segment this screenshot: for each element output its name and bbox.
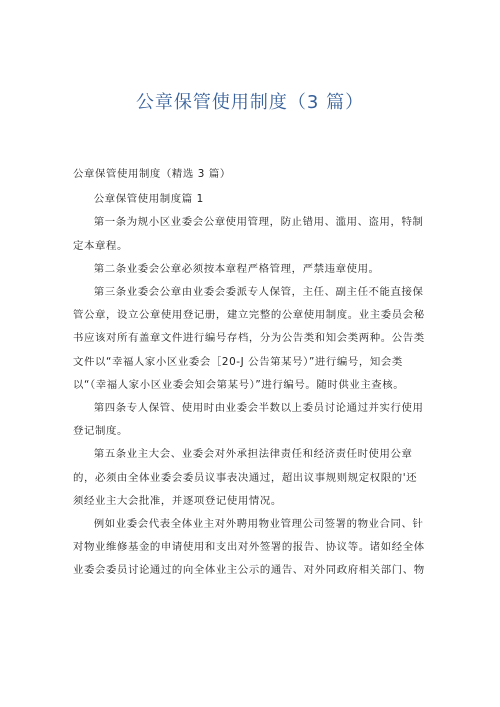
paragraph-article-1: 第一条为规小区业委会公章使用管理，防止错用、滥用、盗用，特制定本章程。 bbox=[73, 216, 424, 252]
paragraph-example: 例如业委会代表全体业主对外聘用物业管理公司签署的物业合同、针对物业维修基金的申请使用和支出对外签署的报告、协议等。诸如经全体业委会委员讨论通过的向全体业主公示的通告、对外同政府相关部门、物 bbox=[73, 518, 425, 577]
document-title: 公章保管使用制度（3 篇） bbox=[135, 92, 365, 113]
document-body bbox=[73, 163, 427, 583]
paragraph-article-2: 第二条业委会公章必须按本章程严格管理，严禁违章使用。 bbox=[93, 262, 380, 275]
paragraph-article-4: 第四条专人保管、使用时由业委会半数以上委员讨论通过并实行使用登记制度。 bbox=[73, 402, 424, 438]
paragraph-article-5: 第五条业主大会、业委会对外承担法律责任和经济责任时使用公章的，必须由全体业委会委员议事表决通过，超出议事规则规定权限的'还须经业主大会批准，并逐项登记使用情况。 bbox=[73, 448, 418, 507]
paragraph-subtitle: 公章保管使用制度（精选 3 篇） bbox=[73, 168, 231, 180]
paragraph-section-heading: 公章保管使用制度篇 1 bbox=[93, 193, 204, 206]
paragraph-article-3: 第三条业委会公章由业委会委派专人保管，主任、副主任不能直接保管公章，设立公章使用登记册，建立完整的公章使用制度。业主委员会秘书应该对所有盖章文件进行编号存档，分为公告类和知会类两种。公告类文件以“幸福人家小区业委会［20-J 公告第某号）”进行编号，知会类以“（幸福人家小区业委会知会第某号）”进行编号。随时供业主查核。 bbox=[73, 286, 425, 391]
